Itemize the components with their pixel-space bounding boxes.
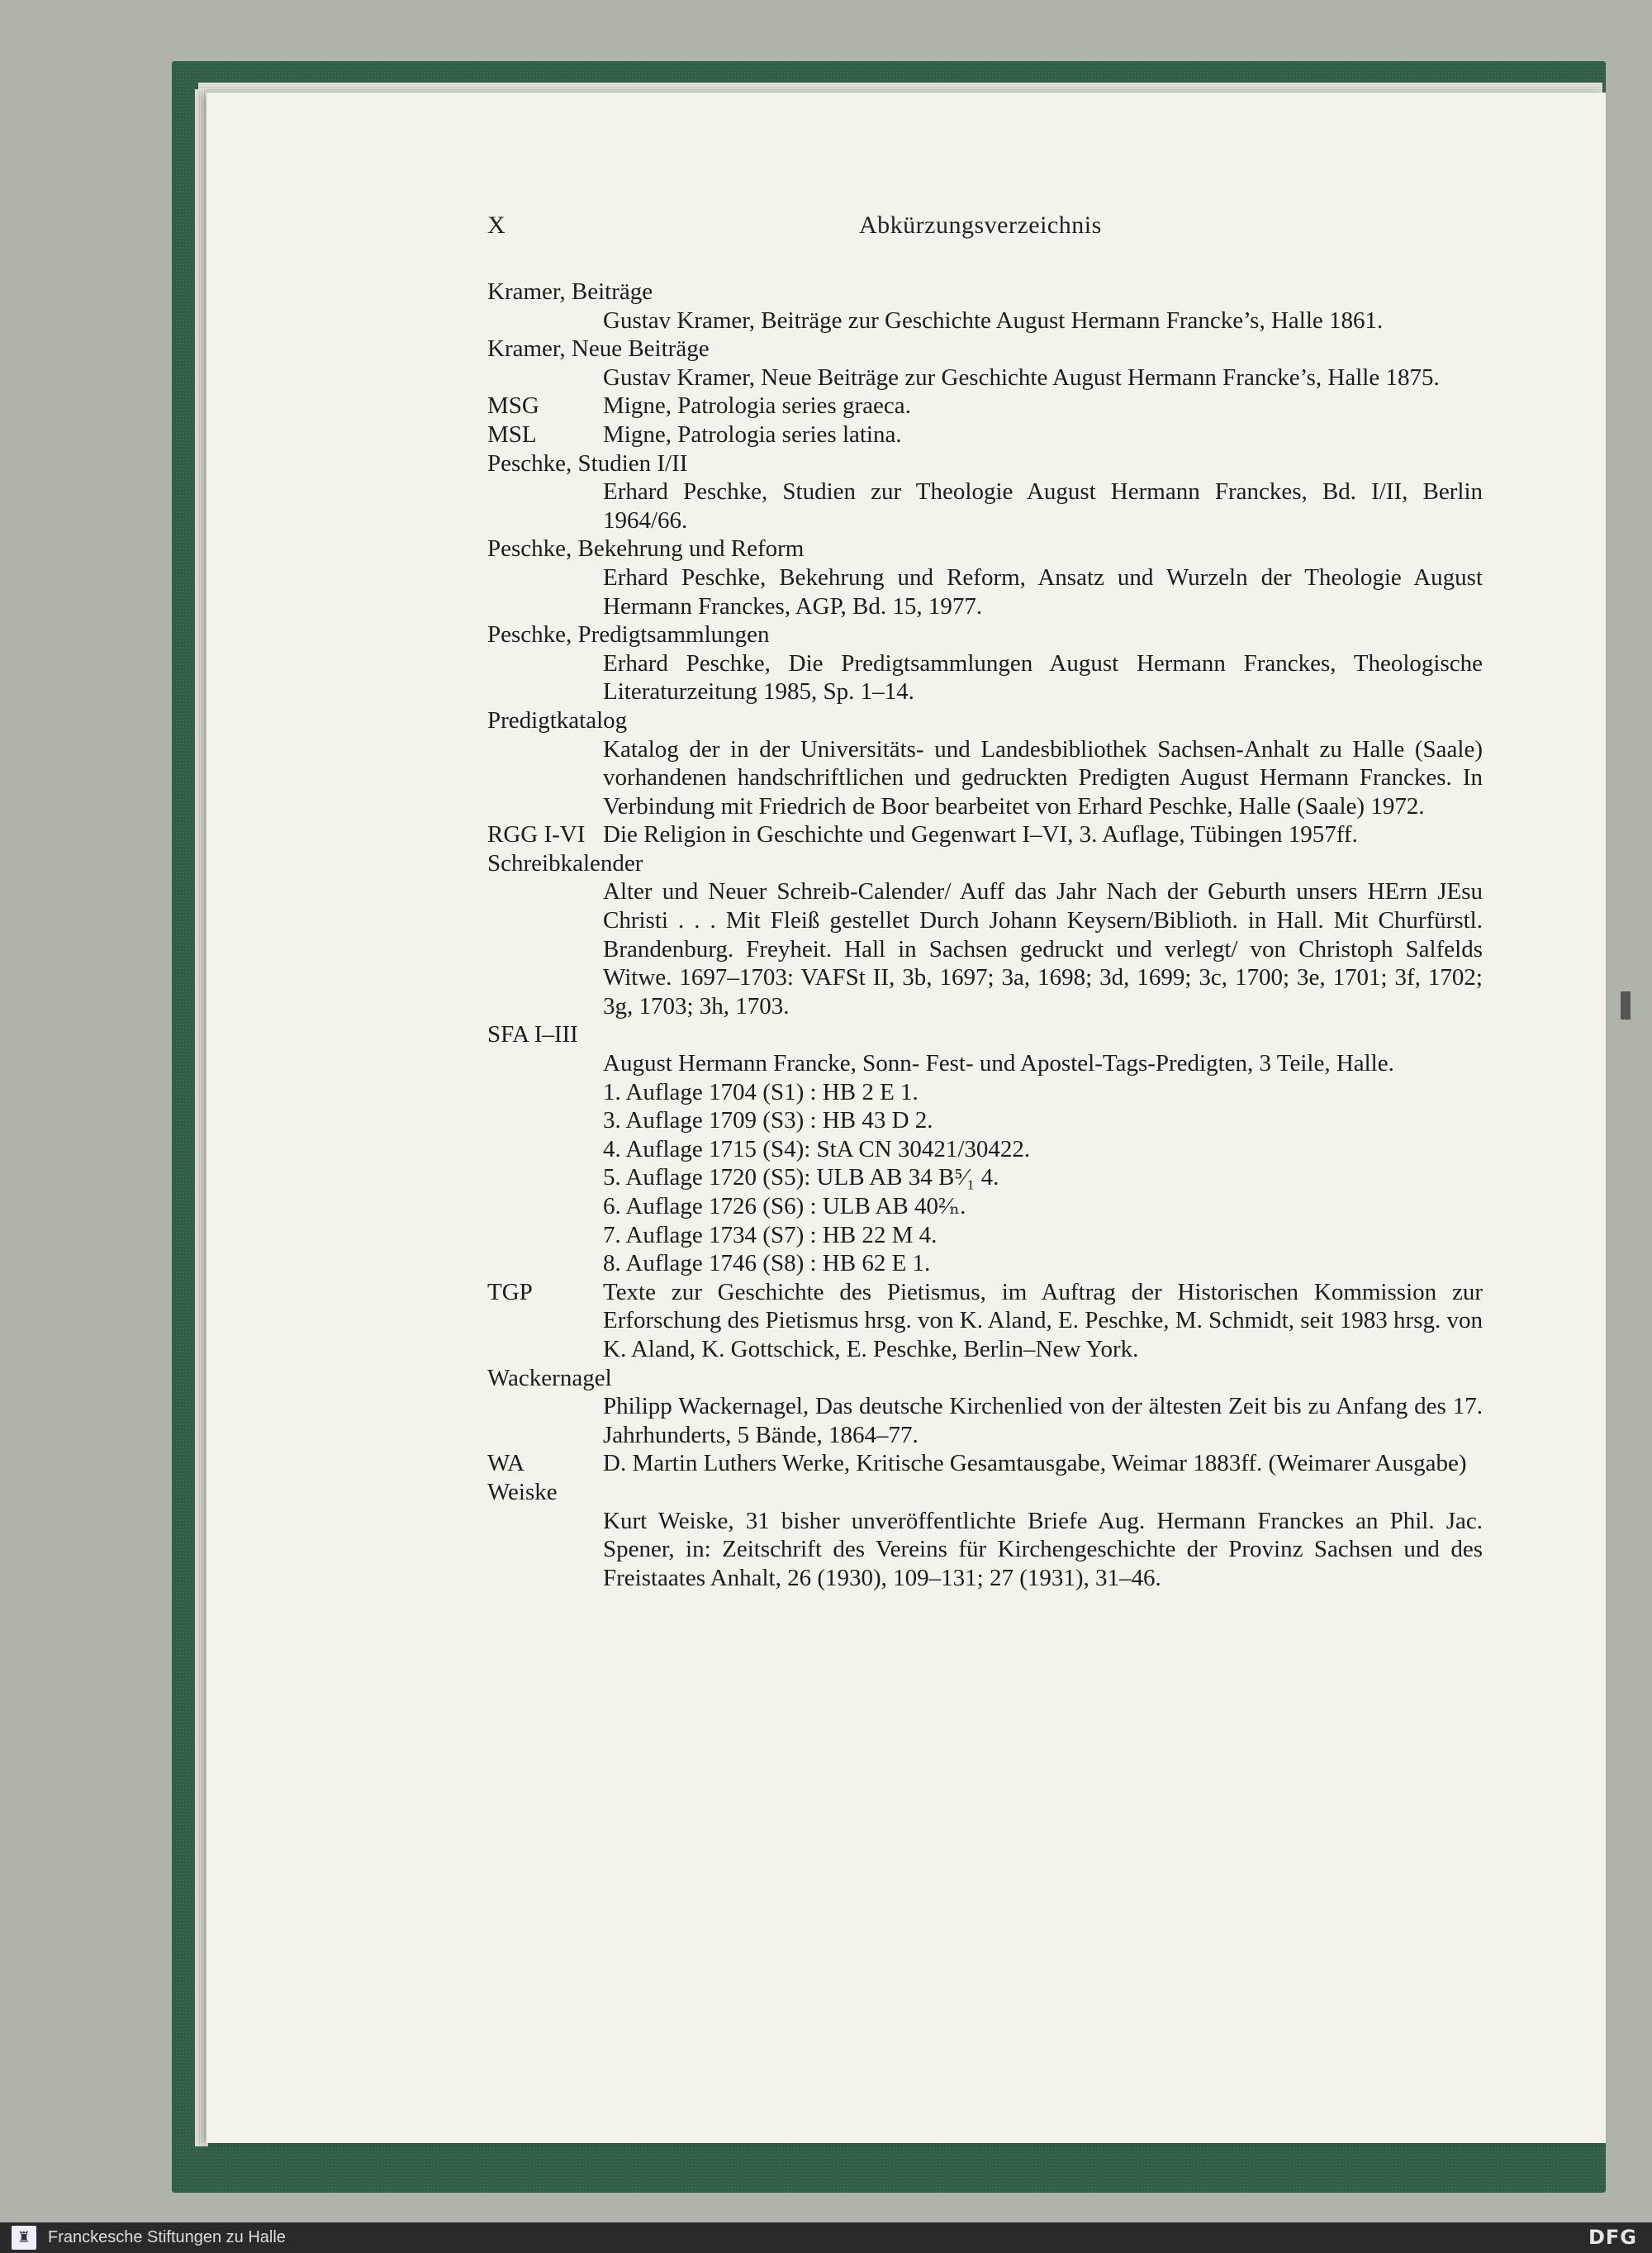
abbreviation-entry — [487, 620, 1483, 706]
edition-item: 3. Auflage 1709 (S3) : HB 43 D 2. — [603, 1107, 933, 1134]
abbreviation-entry — [487, 1020, 1483, 1077]
abbreviation-entry — [487, 392, 1483, 421]
abbreviation-entry — [487, 421, 1483, 449]
edition-item: 6. Auflage 1726 (S6) : ULB AB 40²⁄ₙ. — [603, 1193, 966, 1219]
abbreviation-entry — [487, 1478, 1483, 1592]
entry-key: Peschke, Predigtsammlungen — [487, 621, 770, 649]
entry-abbreviation: MSL — [487, 421, 537, 448]
running-title: Abkürzungsverzeichnis — [859, 212, 1102, 239]
entry-key: Kramer, Neue Beiträge — [487, 335, 710, 363]
entry-description: Kurt Weiske, 31 bisher unveröffentlichte Briefe Aug. Hermann Franckes an Phil. Jac. Spener, in: Zeitschrift des Vereins für Kirchengeschichte der Provinz Sachsen und des Freistaates Anhalt, 26 (1930), 109–131; 27 (1931), 31–46. — [603, 1507, 1483, 1591]
entry-description: Erhard Peschke, Studien zur Theologie August Hermann Franckes, Bd. I/II, Berlin 1964/66. — [603, 478, 1483, 534]
entry-key: Peschke, Bekehrung und Reform — [487, 535, 805, 563]
entry-description: August Hermann Francke, Sonn- Fest- und Apostel-Tags-Predigten, 3 Teile, Halle. — [603, 1050, 1394, 1077]
entry-description: Migne, Patrologia series latina. — [603, 421, 902, 448]
entry-abbreviation: WA — [487, 1450, 525, 1477]
entry-description: Gustav Kramer, Neue Beiträge zur Geschichte August Hermann Francke’s, Halle 1875. — [603, 364, 1440, 391]
page-edge-marker — [1621, 991, 1631, 1020]
entry-key: Schreibkalender — [487, 849, 643, 877]
entry-abbreviation: RGG I-VI — [487, 821, 586, 848]
abbreviation-entry — [487, 1449, 1483, 1478]
edition-item: 8. Auflage 1746 (S8) : HB 62 E 1. — [603, 1250, 931, 1277]
edition-item: 5. Auflage 1720 (S5): ULB AB 34 B⁵⁄₁ 4. — [603, 1164, 999, 1191]
entry-abbreviation: MSG — [487, 392, 539, 420]
page-number: X — [487, 212, 506, 239]
abbreviation-entry — [487, 335, 1483, 392]
entry-key: Predigtkatalog — [487, 706, 628, 734]
entry-description: Katalog der in der Universitäts- und Landesbibliothek Sachsen-Anhalt zu Halle (Saale) vorhandenen handschriftlichen und gedruckten Predigten August Hermann Franckes. In Verbindung mit Friedrich de Boor bearbeitet von Erhard Peschke, Halle (Saale) 1972. — [603, 735, 1483, 820]
entry-abbreviation: TGP — [487, 1278, 533, 1305]
entry-description: Erhard Peschke, Die Predigtsammlungen August Hermann Franckes, Theologische Literaturzeitung 1985, Sp. 1–14. — [603, 649, 1483, 706]
entry-description: D. Martin Luthers Werke, Kritische Gesamtausgabe, Weimar 1883ff. (Weimarer Ausgabe) — [603, 1450, 1467, 1477]
edition-item: 1. Auflage 1704 (S1) : HB 2 E 1. — [603, 1078, 919, 1105]
entry-description: Texte zur Geschichte des Pietismus, im Auftrag der Historischen Kommission zur Erforschung des Pietismus hrsg. von K. Aland, E. Peschke, M. Schmidt, seit 1983 hrsg. von K. Aland, K. Gottschick, E. Peschke, Berlin–New York. — [603, 1278, 1483, 1362]
entry-key: SFA I–III — [487, 1021, 578, 1048]
entry-key: Kramer, Beiträge — [487, 278, 653, 305]
entry-description: Die Religion in Geschichte und Gegenwart I–VI, 3. Auflage, Tübingen 1957ff. — [603, 821, 1358, 848]
entry-key: Weiske — [487, 1478, 558, 1505]
abbreviation-entry — [487, 706, 1483, 820]
funder-logo: DFG — [1588, 2226, 1637, 2249]
entry-description: Migne, Patrologia series graeca. — [603, 392, 911, 420]
abbreviation-entry — [487, 1278, 1483, 1364]
abbreviation-entry — [487, 278, 1483, 335]
institution-logo-icon: ♜ — [12, 2226, 36, 2250]
viewer-footer — [0, 2222, 1652, 2253]
entry-key: Wackernagel — [487, 1364, 612, 1391]
entry-description: Erhard Peschke, Bekehrung und Reform, Ansatz und Wurzeln der Theologie August Hermann Franckes, AGP, Bd. 15, 1977. — [603, 563, 1483, 620]
abbreviation-entry — [487, 1364, 1483, 1450]
abbreviation-entry — [487, 849, 1483, 1021]
abbreviation-list — [487, 278, 1483, 1592]
abbreviation-entry — [487, 449, 1483, 535]
abbreviation-entry — [487, 820, 1483, 849]
abbreviation-entry — [487, 535, 1483, 620]
entry-description: Gustav Kramer, Beiträge zur Geschichte August Hermann Francke’s, Halle 1861. — [603, 307, 1384, 334]
entry-key: Peschke, Studien I/II — [487, 449, 688, 477]
entry-description: Alter und Neuer Schreib-Calender/ Auff das Jahr Nach der Geburth unsers HErrn JEsu Christi . . . Mit Fleiß gestellet Durch Johann Keysern/Biblioth. in Hall. Mit Churfürstl. Brandenburg. Freyheit. Hall in Sachsen gedruckt und verlegt/ von Christoph Salfelds Witwe. 1697–1703: VAFSt II, 3b, 1697; 3a, 1698; 3d, 1699; 3c, 1700; 3e, 1701; 3f, 1702; 3g, 1703; 3h, 1703. — [603, 878, 1483, 1020]
edition-item: 7. Auflage 1734 (S7) : HB 22 M 4. — [603, 1221, 938, 1248]
entry-description: Philipp Wackernagel, Das deutsche Kirchenlied von der ältesten Zeit bis zu Anfang des 17. Jahrhunderts, 5 Bände, 1864–77. — [603, 1393, 1483, 1448]
institution-name: Franckesche Stiftungen zu Halle — [48, 2228, 286, 2246]
edition-item: 4. Auflage 1715 (S4): StA CN 30421/30422. — [603, 1135, 1031, 1162]
